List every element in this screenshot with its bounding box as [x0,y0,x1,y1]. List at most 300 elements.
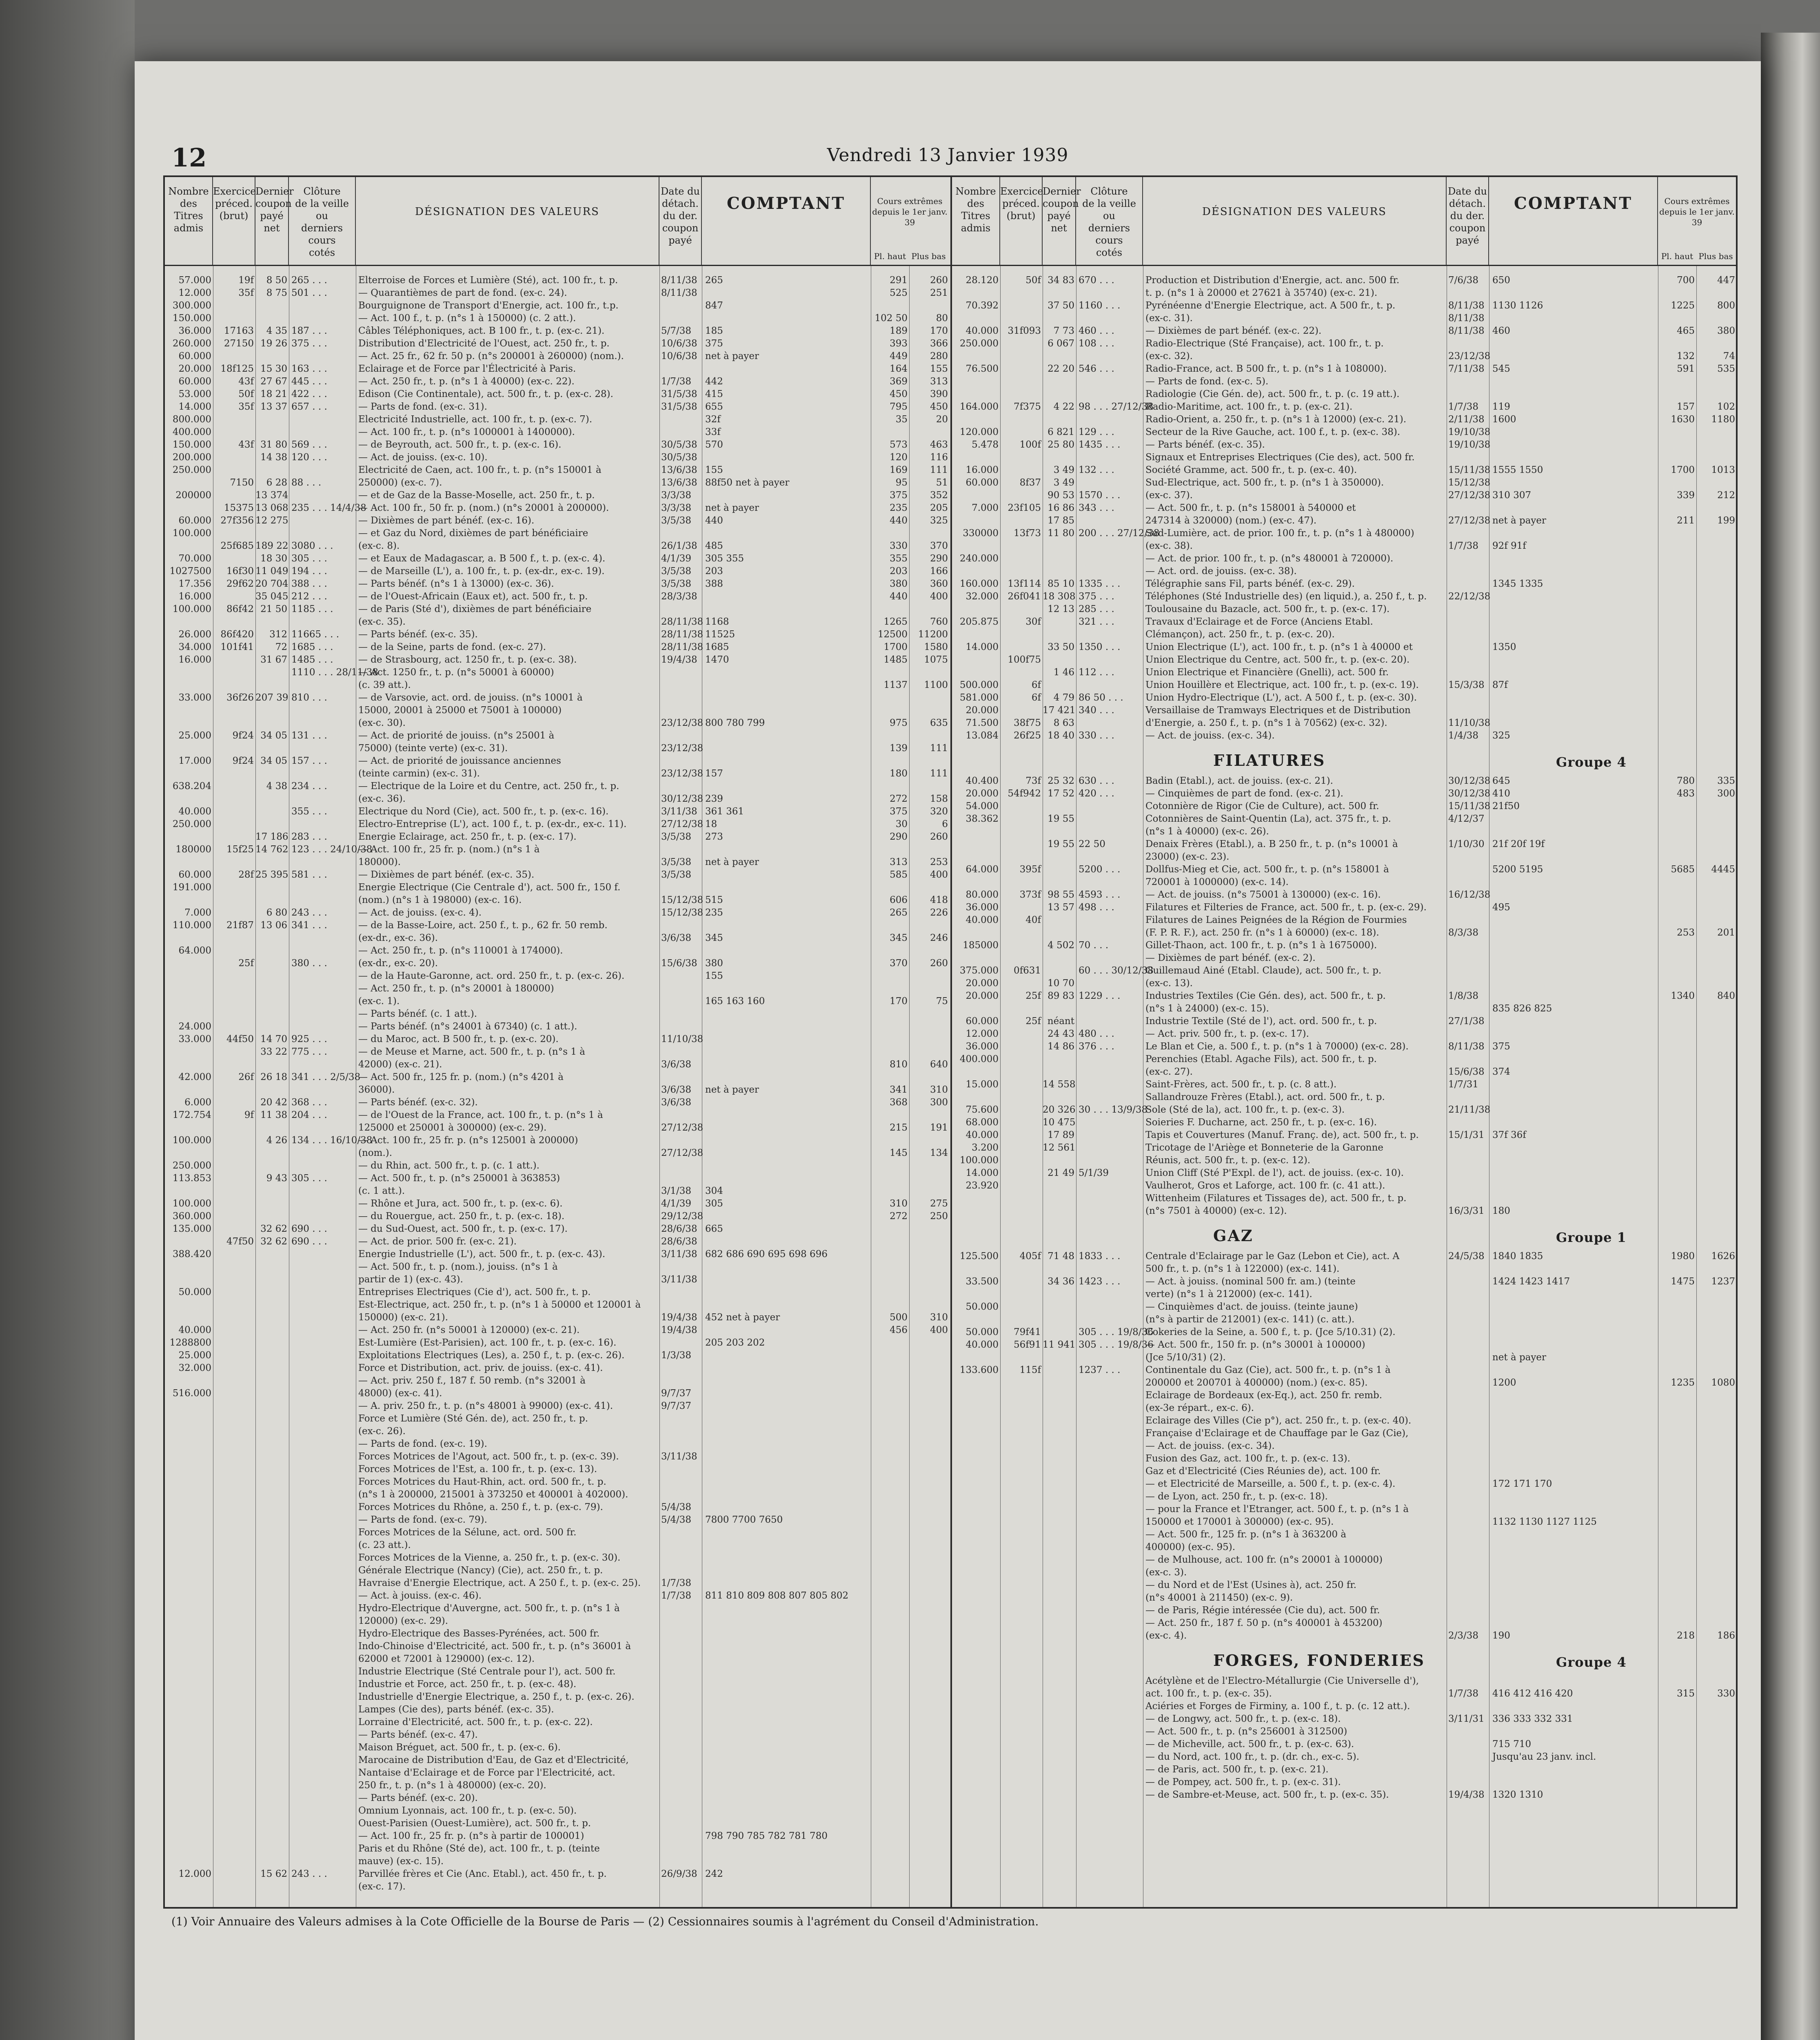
table-row [165,1071,950,1084]
cell-des: Denaix Frères (Etabl.), a. B 250 fr., t. p. (n°s 10001 à [1145,839,1398,849]
cell-des: — de Meuse et Marne, act. 500 fr., t. p. (n°s 1 à [358,1047,585,1057]
cell-exe: 9f24 [232,730,254,741]
cell-dat: 21/11/38 [1448,1104,1491,1115]
cell-tit: 12.000 [178,288,211,298]
cell-des: Energie Electrique (Cie Centrale d'), act. 500 fr., 150 f. [358,882,621,893]
cell-der: 14 762 [255,844,289,855]
cell-des: Vaulherot, Gros et Laforge, act. 100 fr. (c. 41 att.). [1145,1180,1385,1191]
cell-der: 11 941 [1043,1339,1076,1350]
table-row [165,1109,950,1122]
table-row [952,1490,1736,1503]
cell-hau: 500 [890,1312,908,1323]
cell-bas: 400 [930,869,948,880]
cell-clo: 11665 . . . [291,629,340,640]
cell-des: Bourguignone de Transport d'Energie, act. 100 fr., t.p. [358,300,619,311]
cell-dat: 3/5/38 [661,579,692,589]
cell-der: 3 49 [1053,477,1074,488]
cell-der: 17 186 [255,832,289,842]
col-exercice: Exercice préced. (brut) [213,177,255,265]
cell-des: 180000). [358,857,401,867]
table-row [952,1617,1736,1630]
cell-des: Electricité Industrielle, act. 100 fr., t. p. (ex-c. 7). [358,414,593,425]
table-row [165,1703,950,1716]
cell-des: — pour la France et l'Etranger, act. 500 f., t. p. (n°s 1 à [1145,1504,1409,1514]
cell-dat: 31/5/38 [661,401,697,412]
table-row [952,1675,1736,1687]
cell-hau: 5685 [1671,864,1695,875]
cell-hau: 272 [890,1211,908,1222]
cell-tit: 14.000 [965,1168,999,1178]
cell-exe: 26f25 [1013,730,1041,741]
table-row [952,375,1736,388]
cell-exe: 86f42 [226,604,254,614]
col-designation-right: DÉSIGNATION DES VALEURS [1143,177,1447,265]
table-row [165,957,950,970]
cell-der: 14 86 [1048,1041,1074,1052]
table-row [165,299,950,312]
cell-des: Industrielle d'Energie Electrique, a. 250 f., t. p. (ex-c. 26). [358,1692,635,1702]
cell-der: 8 75 [266,288,287,298]
cell-der: 31 67 [260,654,287,665]
table-row [952,965,1736,977]
cell-der: 18 21 [260,389,287,399]
left-table-body [165,266,950,1907]
table-row [952,1288,1736,1301]
table-row [165,767,950,780]
cell-tit: 160.000 [959,579,999,589]
cell-cpt: 310 307 [1492,490,1531,501]
cell-bas: 260 [930,958,948,969]
cell-tit: 40.400 [965,776,999,786]
cell-der: 13 374 [255,490,289,501]
cell-des: Force et Distribution, act. priv. de jouiss. (ex-c. 41). [358,1363,603,1373]
cell-hau: 393 [890,338,908,349]
table-row [952,1351,1736,1364]
cell-clo: 243 . . . [291,1869,327,1879]
table-row [165,1805,950,1817]
cell-des: — Electrique de la Loire et du Centre, act. 250 fr., t. p. [358,781,619,792]
cell-bas: 251 [930,288,948,298]
cell-tit: 260.000 [172,338,211,349]
cell-cpt: 155 [705,971,723,981]
cell-des: (ex-dr., ex-c. 20). [358,958,438,969]
cell-bas: 20 [936,414,948,425]
col-cours-label: Cours extrêmes depuis le 1er janv. 39 [872,196,948,227]
cell-exe: 40f [1025,915,1041,925]
cell-clo: 212 . . . [291,591,327,602]
cell-cpt: 203 [705,566,723,577]
cell-bas: 325 [930,515,948,526]
cell-tit: 50.000 [965,1302,999,1312]
cell-des: — Act. 250 fr., 187 f. 50 p. (n°s 400001 à 453200) [1145,1618,1383,1628]
cell-tit: 17.000 [178,756,211,766]
table-row [952,889,1736,901]
cell-dat: 29/12/38 [661,1211,704,1222]
table-row [952,1040,1736,1053]
cell-dat: 1/7/38 [1448,1688,1479,1699]
cell-dat: 28/6/38 [661,1236,697,1247]
cell-dat: 9/7/37 [661,1388,692,1399]
cell-exe: 6f [1031,680,1041,690]
cell-clo: 22 50 [1079,839,1105,849]
cell-der: 13 068 [255,503,289,513]
cell-dat: 26/1/38 [661,541,697,551]
table-row [952,654,1736,666]
cell-tit: 20.000 [178,364,211,374]
cell-der: 1 46 [1053,667,1074,678]
cell-des: 720001 à 1000000) (ex-c. 14). [1145,877,1289,887]
cell-tit: 250.000 [172,465,211,475]
cell-der: 12 561 [1043,1142,1076,1153]
cell-des: — de Paris, act. 500 fr., t. p. (ex-c. 21). [1145,1764,1329,1775]
cell-des: Réunis, act. 500 fr., t. p. (ex-c. 12). [1145,1155,1311,1166]
cell-der: 31 80 [260,439,287,450]
cell-cpt: 835 826 825 [1492,1003,1552,1014]
table-row [165,1020,950,1033]
section-title: GAZ [1213,1226,1254,1245]
cell-des: — Dixièmes de part bénéf. (ex-c. 22). [1145,326,1322,336]
cell-der: néant [1047,1016,1074,1027]
cell-des: Signaux et Entreprises Electriques (Cie des), act. 500 fr. [1145,452,1415,463]
cell-des: Entreprises Electriques (Cie d'), act. 500 fr., t. p. [358,1287,591,1297]
cell-cpt: 32f [705,414,721,425]
cell-dat: 3/11/31 [1448,1714,1485,1724]
table-row [952,679,1736,692]
table-row [165,641,950,654]
cell-des: 500 fr., t. p. (n°s 1 à 122000) (ex-c. 141). [1145,1264,1340,1274]
cell-clo: 670 . . . [1079,275,1114,286]
cell-bas: 11200 [918,629,948,640]
cell-der: 4 79 [1053,692,1074,703]
cell-des: — de Micheville, act. 500 fr., t. p. (ex-c. 63). [1145,1739,1354,1750]
table-row [165,363,950,375]
table-row [952,1339,1736,1351]
cell-tit: 400.000 [959,1054,999,1064]
cell-bas: 155 [930,364,948,374]
right-rows [952,274,1736,1801]
cell-des: (n°s 40001 à 211450) (ex-c. 9). [1145,1592,1293,1603]
cell-des: 42000) (ex-c. 21). [358,1059,442,1070]
table-row [952,287,1736,299]
cell-des: — Act. 500 fr., t. p. (n°s 250001 à 363853) [358,1173,560,1184]
cell-tit: 32.000 [178,1363,211,1373]
cell-hau: 780 [1677,776,1695,786]
cell-cpt: 345 [705,933,723,943]
table-row [165,325,950,337]
cell-des: Badin (Etabl.), act. de jouiss. (ex-c. 21). [1145,776,1333,786]
cell-tit: 12.000 [178,1869,211,1879]
table-row [165,1514,950,1526]
cell-tit: 36.000 [178,326,211,336]
cell-tit: 40.000 [178,1325,211,1335]
table-row [165,818,950,831]
cell-des: Nantaise d'Eclairage et de Force par l'Electricité, act. [358,1767,615,1778]
cell-exe: 23f105 [1008,503,1041,513]
cell-hau: 465 [1677,326,1695,336]
cell-cpt: 273 [705,832,723,842]
table-row [952,1167,1736,1180]
table-row [165,388,950,401]
cell-des: Gillet-Thaon, act. 100 fr., t. p. (n°s 1 à 1675000). [1145,940,1377,951]
cell-bas: 1080 [1711,1377,1735,1388]
cell-des: (n°s 1 à 40000) (ex-c. 26). [1145,826,1269,837]
cell-bas: 250 [930,1211,948,1222]
cell-bas: 170 [930,326,948,336]
cell-des: Union Hydro-Electrique (L'), act. A 500 f., t. p. (ex-c. 30). [1145,692,1417,703]
cell-cpt: net à payer [705,1084,759,1095]
table-row [165,1526,950,1539]
cell-tit: 100.000 [172,1135,211,1146]
cell-cpt: 155 [705,465,723,475]
cell-bas: 390 [930,389,948,399]
table-row [952,1630,1736,1642]
cell-der: 98 55 [1048,889,1074,900]
cell-des: 247314 à 320000) (nom.) (ex-c. 47). [1145,515,1317,526]
cell-clo: 321 . . . [1079,616,1114,627]
cell-des: Paris et du Rhône (Sté de), act. 100 fr., t. p. (teinte [358,1843,600,1854]
cell-des: — Rhône et Jura, act. 500 fr., t. p. (ex-c. 6). [358,1198,563,1209]
cell-hau: 102 50 [874,313,908,324]
table-row [952,337,1736,350]
table-row [165,312,950,325]
cell-bas: 212 [1717,490,1735,501]
scan-background-left [0,0,135,2040]
table-row [165,1084,950,1096]
table-row [952,1250,1736,1263]
cell-bas: 1237 [1711,1276,1735,1287]
cell-hau: 12500 [877,629,908,640]
table-row [165,1450,950,1463]
cell-cpt: 375 [1492,1041,1510,1052]
cell-cpt: net à payer [705,351,759,361]
table-row [952,1700,1736,1713]
cell-tit: 5.478 [972,439,999,450]
cell-exe: 25f [238,958,254,969]
cell-tit: 54.000 [965,801,999,812]
cell-tit: 42.000 [178,1072,211,1082]
cell-dat: 23/12/38 [1448,351,1491,361]
table-row [165,1463,950,1476]
newspaper-page [135,61,1761,2040]
cell-tit: 23.920 [965,1180,999,1191]
table-row [952,1427,1736,1440]
cell-des: (ex-c. 35). [358,616,406,627]
cell-bas: 166 [930,566,948,577]
cell-exe: 17163 [224,326,254,336]
cell-tit: 200000 [175,490,211,501]
cell-dat: 1/7/38 [1448,401,1479,412]
cell-clo: 131 . . . [291,730,327,741]
cell-des: 23000) (ex-c. 23). [1145,851,1230,862]
table-row [165,945,950,957]
cell-des: — Act. 100 fr., 25 fr. p. (n°s 125001 à 200000) [358,1135,578,1146]
cell-clo: 108 . . . [1079,338,1114,349]
cell-des: — du Rouergue, act. 250 fr., t. p. (ex-c. 18). [358,1211,565,1222]
table-row [952,1002,1736,1015]
table-row [952,1377,1736,1389]
table-row [952,1579,1736,1592]
col-cours-right [1658,177,1736,265]
cell-der: 14 70 [260,1034,287,1044]
cell-tit: 64.000 [178,945,211,956]
cell-hau: 1980 [1671,1251,1695,1262]
cell-des: — Act. 500 fr., t. p. (n°s 256001 à 312500) [1145,1726,1347,1737]
table-row [952,1301,1736,1313]
cell-cpt: 325 [1492,730,1510,741]
cell-cpt: 811 810 809 808 807 805 802 [705,1590,849,1601]
cell-cpt: 1424 1423 1417 [1492,1276,1570,1287]
cell-tit: 36.000 [965,1041,999,1052]
cell-exe: 25f685 [220,541,254,551]
cell-des: (n°s 1 à 200000, 215001 à 373250 et 400001 à 402000). [358,1489,628,1500]
table-row [952,1091,1736,1104]
cell-des: — de Sambre-et-Meuse, act. 500 fr., t. p. (ex-c. 35). [1145,1789,1389,1800]
cell-tit: 60.000 [178,376,211,387]
cell-tit: 14.000 [965,642,999,652]
cell-dat: 13/6/38 [661,477,697,488]
cell-des: Continentale du Gaz (Cie), act. 500 fr., t. p. (n°s 1 à [1145,1365,1391,1375]
cell-bas: 330 [1717,1688,1735,1699]
cell-clo: 1335 . . . [1079,579,1121,589]
cell-clo: 1185 . . . [291,604,333,614]
cell-der: 13 37 [260,401,287,412]
table-row [952,704,1736,717]
cell-bas: 111 [930,465,948,475]
cell-tit: 16.000 [178,591,211,602]
cell-dat: 13/6/38 [661,465,697,475]
cell-bas: 400 [930,1325,948,1335]
cell-des: — Act. à jouiss. (ex-c. 46). [358,1590,482,1601]
cell-clo: 422 . . . [291,389,327,399]
cell-hau: 810 [890,1059,908,1070]
table-row [165,426,950,439]
cell-dat: 23/12/38 [661,743,704,754]
cell-des: (ex-c. 13). [1145,978,1193,989]
cell-tit: 3.200 [972,1142,999,1153]
cell-des: — et Electricité de Marseille, a. 500 f., t. p. (ex-c. 4). [1145,1479,1396,1489]
cell-des: — Act. de prior. 100 fr., t. p. (n°s 480001 à 720000). [1145,553,1394,564]
cell-der: 18 40 [1048,730,1074,741]
cell-bas: 4445 [1711,864,1735,875]
cell-bas: 300 [930,1097,948,1108]
cell-tit: 172.754 [172,1110,211,1120]
cell-des: Union Cliff (Sté P'Expl. de l'), act. de jouiss. (ex-c. 10). [1145,1168,1404,1178]
table-row [952,1592,1736,1604]
cell-dat: 1/7/38 [661,1590,692,1601]
cell-cpt: 715 710 [1492,1739,1531,1750]
cell-cpt: 800 780 799 [705,718,765,728]
cell-dat: 3/5/38 [661,857,692,867]
cell-clo: 112 . . . [1079,667,1114,678]
cell-dat: 2/11/38 [1448,414,1485,425]
cell-des: — Act. de jouiss. (ex-c. 4). [358,907,482,918]
cell-des: — Quarantièmes de part de fond. (ex-c. 24). [358,288,567,298]
table-row [952,1440,1736,1452]
cell-cpt: 1345 1335 [1492,579,1543,589]
cell-clo: 1435 . . . [1079,439,1121,450]
cell-bas: 199 [1717,515,1735,526]
cell-bas: 280 [930,351,948,361]
cell-tit: 14.000 [178,401,211,412]
cell-exe: 79f41 [1013,1327,1041,1337]
cell-tit: 26.000 [178,629,211,640]
cell-des: (nom.). [358,1148,393,1158]
cell-dat: 19/4/38 [661,654,697,665]
cell-der: 22 20 [1048,364,1074,374]
cell-cpt: net à payer [1492,515,1547,526]
cell-cpt: 388 [705,579,723,589]
cell-der: 312 [269,629,287,640]
cell-exe: 35f [238,401,254,412]
cell-exe: 395f [1019,864,1041,875]
cell-des: — Act. de jouiss. (n°s 75001 à 130000) (ex-c. 16). [1145,889,1381,900]
cell-des: 36000). [358,1084,395,1095]
cell-cpt: 87f [1492,680,1508,690]
cell-clo: 445 . . . [291,376,327,387]
table-row [165,1830,950,1843]
cell-des: — Act. 1250 fr., t. p. (n°s 50001 à 60000) [358,667,554,678]
cell-dat: 8/11/38 [1448,313,1485,324]
cell-dat: 23/12/38 [661,718,704,728]
cell-cpt: 665 [705,1224,723,1234]
table-row [165,1134,950,1147]
cell-des: Forces Motrices du Rhône, a. 250 f., t. p. (ex-c. 79). [358,1502,603,1512]
cell-des: Télégraphie sans Fil, parts bénéf. (ex-c. 29). [1145,579,1355,589]
cell-clo: 305 . . . [291,1173,327,1184]
cell-des: (teinte carmin) (ex-c. 31). [358,768,480,779]
cell-bas: 74 [1723,351,1735,361]
cell-des: Clémançon), act. 250 fr., t. p. (ex-c. 20). [1145,629,1335,640]
cell-bas: 191 [930,1122,948,1133]
cell-clo: 5200 . . . [1079,864,1121,875]
cell-dat: 4/1/39 [661,1198,692,1209]
table-row [165,831,950,843]
cell-dat: 4/12/37 [1448,814,1485,824]
cell-exe: 9f24 [232,756,254,766]
cell-der: 85 10 [1048,579,1074,589]
cell-exe: 18f125 [220,364,254,374]
cell-des: Est-Lumière (Est-Parisien), act. 100 fr., t. p. (ex-c. 16). [358,1337,617,1348]
cell-cpt: 682 686 690 695 698 696 [705,1249,828,1259]
cell-hau: 1265 [883,616,908,627]
cell-exe: 16f30 [226,566,254,577]
cell-cpt: 1200 [1492,1377,1516,1388]
cell-des: Electrique du Nord (Cie), act. 500 fr., t. p. (ex-c. 16). [358,806,609,817]
table-row [952,477,1736,489]
cell-dat: 19/4/38 [1448,1789,1485,1800]
cell-tit: 800.000 [172,414,211,425]
cell-des: Indo-Chinoise d'Electricité, act. 500 fr., t. p. (n°s 36001 à [358,1641,631,1652]
cell-cpt: 1168 [705,616,729,627]
cell-clo: 86 50 . . . [1079,692,1123,703]
cell-des: — Act. de prior. 500 fr. (ex-c. 21). [358,1236,517,1247]
table-row [165,1665,950,1678]
cell-tit: 60.000 [965,1016,999,1027]
cell-dat: 3/5/38 [661,566,692,577]
cell-des: Radio-Electrique (Sté Française), act. 100 fr., t. p. [1145,338,1384,349]
cell-bas: 450 [930,401,948,412]
cell-tit: 7.000 [972,503,999,513]
table-row [165,527,950,540]
cell-exe: 30f [1025,616,1041,627]
cell-dat: 3/6/38 [661,1059,692,1070]
cell-des: Parvillée frères et Cie (Anc. Etabl.), act. 450 fr., t. p. [358,1869,607,1879]
cell-dat: 8/11/38 [1448,300,1485,311]
cell-tit: 36.000 [965,902,999,913]
cell-des: (ex-c. 31). [1145,313,1193,324]
cell-dat: 3/3/38 [661,490,692,501]
table-row [165,755,950,767]
